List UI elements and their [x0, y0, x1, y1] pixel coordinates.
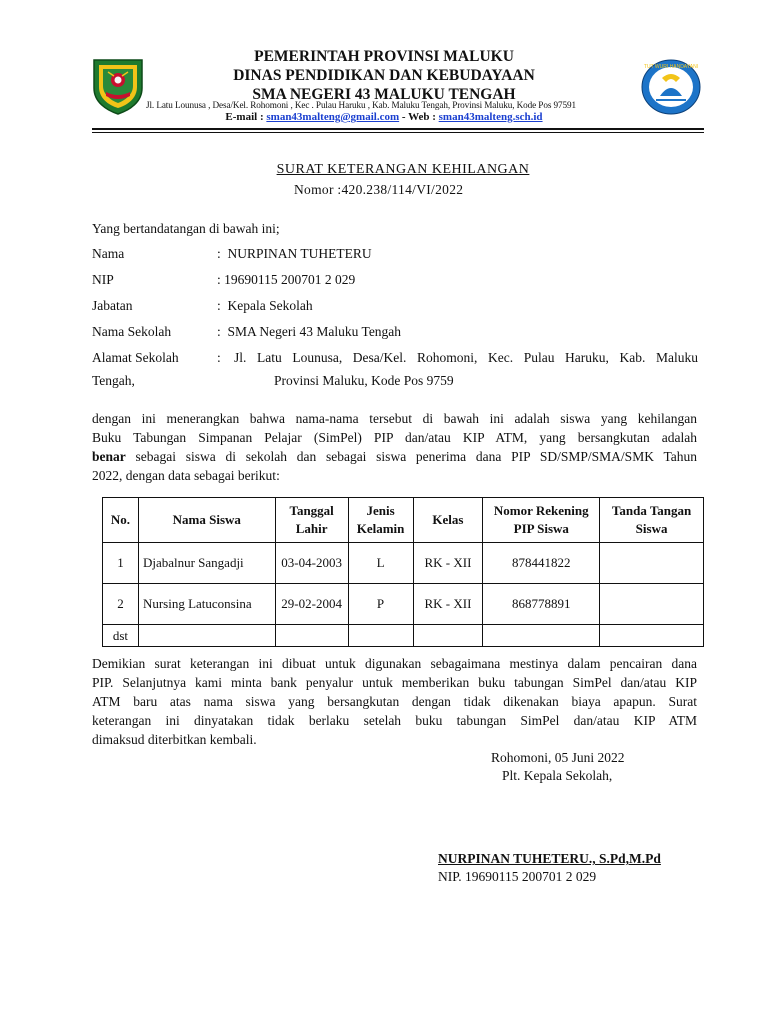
table-row — [103, 625, 704, 647]
statement-paragraph — [92, 409, 697, 485]
alamat-line-2: Provinsi Maluku, Kode Pos 9759 — [274, 373, 454, 388]
header-tanda-tangan: Tanda Tangan Siswa — [600, 498, 704, 543]
kop-rule-thin — [92, 132, 704, 133]
cell-tanggal: 29-02-2004 — [275, 584, 348, 625]
sekolah-value: : SMA Negeri 43 Maluku Tengah — [217, 324, 402, 339]
kop-address: Jl. Latu Lounusa , Desa/Kel. Rohomoni , Kec . Pulau Haruku , Kab. Maluku Tengah, Provinsi Maluku, Kode Pos 97591 — [146, 100, 576, 110]
cell-tanda-tangan — [600, 584, 704, 625]
signer-nip: NIP. 19690115 200701 2 029 — [438, 869, 597, 884]
cell-nama: Djabalnur Sangadji — [138, 543, 275, 584]
cell-tanggal — [275, 625, 348, 647]
signer-role: Plt. Kepala Sekolah, — [502, 768, 613, 783]
header-jenis-kelamin: Jenis Kelamin — [348, 498, 413, 543]
jabatan-value: : Kepala Sekolah — [217, 298, 313, 313]
cell-jenis-kelamin: L — [348, 543, 413, 584]
statement-line-4: 2022, dengan data sebagai berikut: — [92, 468, 280, 483]
cell-jenis-kelamin: P — [348, 584, 413, 625]
cell-kelas: RK - XII — [413, 584, 483, 625]
cell-tanda-tangan — [600, 625, 704, 647]
table-row — [103, 543, 704, 584]
statement-line-2: Buku Tabungan Simpanan Pelajar (SimPel) PIP dan/atau KIP ATM, yang bersangkutan adalah — [92, 430, 697, 445]
statement-line-1: dengan ini menerangkan bahwa nama-nama tersebut di bawah ini adalah siswa yang kehilangan — [92, 411, 697, 426]
nama-value: : NURPINAN TUHETERU — [217, 246, 372, 261]
jabatan-label: Jabatan — [92, 298, 133, 313]
alamat-line-1: Jl. Latu Lounusa, Desa/Kel. Rohomoni, Kec. Pulau Haruku, Kab. Maluku — [234, 350, 698, 365]
cell-nama — [138, 625, 275, 647]
cell-nama: Nursing Latuconsina — [138, 584, 275, 625]
intro-text: Yang bertandatangan di bawah ini; — [92, 221, 280, 236]
nip-label: NIP — [92, 272, 114, 287]
letter-number: Nomor :420.238/114/VI/2022 — [294, 182, 464, 197]
signer-name: NURPINAN TUHETERU., S.Pd,M.Pd — [438, 851, 661, 866]
closing-line-5: dimaksud diterbitkan kembali. — [92, 732, 257, 747]
closing-paragraph — [92, 654, 697, 749]
kop-line-3: SMA NEGERI 43 MALUKU TENGAH — [252, 86, 516, 103]
closing-line-4: keterangan ini dinyatakan tidak berlaku setelah buku tabungan SimPel dan/atau KIP ATM — [92, 713, 697, 728]
kop-rule-thick — [92, 128, 704, 130]
cell-jenis-kelamin — [348, 625, 413, 647]
cell-tanda-tangan — [600, 543, 704, 584]
header-nama-siswa: Nama Siswa — [138, 498, 275, 543]
email-label: E-mail : — [225, 111, 267, 123]
closing-line-2: PIP. Selanjutnya kami minta bank penyalur untuk memberikan buku tabungan SimPel dan/atau KIP — [92, 675, 697, 690]
kop-line-2: DINAS PENDIDIKAN DAN KEBUDAYAAN — [233, 67, 535, 84]
cell-tanggal: 03-04-2003 — [275, 543, 348, 584]
alamat-line-2-start: Tengah, — [92, 373, 135, 388]
cell-no: 1 — [103, 543, 139, 584]
svg-text:TUT WURI HANDAYANI: TUT WURI HANDAYANI — [643, 64, 699, 70]
nip-value: : 19690115 200701 2 029 — [217, 272, 356, 287]
cell-no: 2 — [103, 584, 139, 625]
email-link[interactable]: sman43malteng@gmail.com — [266, 111, 400, 123]
table-header-row — [103, 498, 704, 543]
letter-title: SURAT KETERANGAN KEHILANGAN — [276, 162, 530, 177]
student-table — [102, 497, 704, 647]
web-link[interactable]: sman43malteng.sch.id — [438, 111, 543, 123]
cell-kelas — [413, 625, 483, 647]
place-date: Rohomoni, 05 Juni 2022 — [491, 750, 625, 765]
web-label: - Web : — [399, 111, 439, 123]
closing-line-3: ATM baru atas nama siswa yang bersangkutan dengan tidak dikenakan biaya apapun. Surat — [92, 694, 697, 709]
sekolah-label: Nama Sekolah — [92, 324, 172, 339]
header-no: No. — [103, 498, 139, 543]
nama-label: Nama — [92, 246, 125, 261]
header-tanggal-lahir: Tanggal Lahir — [275, 498, 348, 543]
closing-line-1: Demikian surat keterangan ini dibuat untuk digunakan sebagaimana mestinya dalam pencairan dana — [92, 656, 697, 671]
cell-rekening: 878441822 — [483, 543, 600, 584]
kop-contact — [0, 111, 768, 123]
cell-rekening: 868778891 — [483, 584, 600, 625]
header-nomor-rekening: Nomor Rekening PIP Siswa — [483, 498, 600, 543]
alamat-colon: : — [217, 350, 221, 365]
cell-no: dst — [103, 625, 139, 647]
statement-line-3: benar sebagai siswa di sekolah dan sebagai siswa penerima dana PIP SD/SMP/SMA/SMK Tahun — [92, 449, 697, 464]
table-row — [103, 584, 704, 625]
header-kelas: Kelas — [413, 498, 483, 543]
alamat-label: Alamat Sekolah — [92, 350, 179, 365]
cell-kelas: RK - XII — [413, 543, 483, 584]
cell-rekening — [483, 625, 600, 647]
kop-line-1: PEMERINTAH PROVINSI MALUKU — [254, 48, 514, 65]
